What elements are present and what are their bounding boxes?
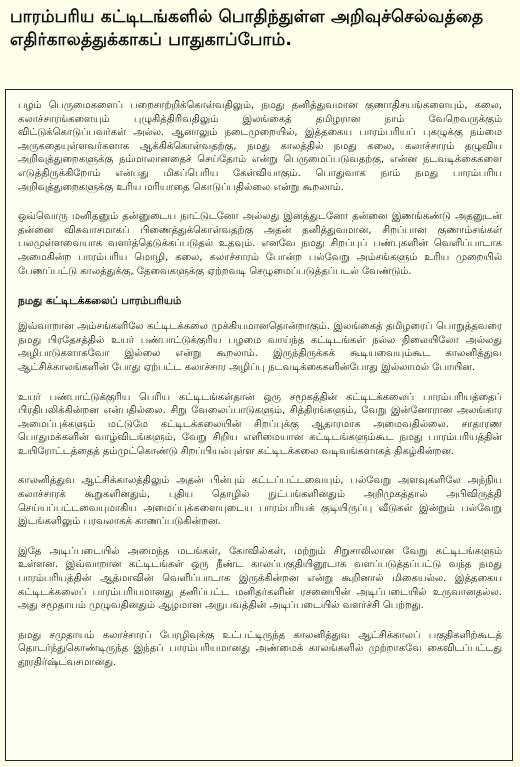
section-paragraph: இவ்வாறான அம்சங்களிலே கட்டிடக்கலை முக்கியமானதொன்றாகும். இலங்கைத் தமிழரைப் பொறுத்தவரை நமது பிரதேசத்தில் உயர் பண்பாட்டுக்குரிய பழமை வாய்ந்த கட்டிடங்கள் நல்ல நிலையிலோ அல்லது அழிபாடுகளாகவோ இல்லை என்று கூறலாம். இருந்திருக்கக் கூடியவையும்கூட காலனித்துவ ஆட்சிக்காலங்களின் போது ஏற்பட்ட கலாச்சார அழிப்பு நடவடிக்கைகளின்போது இல்லாமல் போயின.: [18, 321, 502, 373]
article-frame: [5, 89, 513, 761]
section-paragraph: இதே அடிப்படையில் அமைந்த மடங்கள், கோவில்கள், மற்றும் சிறுசாலிலான வேறு கட்டிடங்களும் உள்ளன. இவ்வாறான கட்டிடங்கள் ஒரு நீண்ட காலப்பகுதியினூடாக வளப்படுத்தப்பட்டு வந்த நமது பாரம்பரியத்தின் ஆத்மாவின் வெளிப்பாடாக இருக்கின்றன என்று கூறினால் மிகையல்ல. இத்தகைய கட்டிடக்கலைப் பாரம்பரியமானது தனிப்பட்ட மனிதர்களின் ரசனையின் அடிப்படையில் உருவானதல்ல. அது சமூதாயம் முழுவதினதும் ஆழமான அநுபவத்தின் அடிப்படையில் வளர்ச்சி பெற்றது.: [18, 545, 502, 612]
section-heading: நமது கட்டிடக்கலைப் பாரம்பரியம்: [18, 295, 182, 308]
article-body: [18, 99, 502, 686]
section-paragraph: காலனித்துவ ஆட்சிக்காலத்திலும் அதன் பின்பும் கட்டப்பட்டவையும், பல்வேறு அளவுகளிலே அந்நிய கலாச்சாரக் கூறுகளினதும், புதிய தொழில் நுட்பங்களினதும் அறிமுகத்தால் அபிவிருத்தி செய்யப்பட்டவையுமாகிய அமைப்புக்களையுடைய பாரம்பரியக் குடியிருப்பு வீடுகள் இன்றும் பல்வேறு இடங்களிலும் பரவலாகக் காணப்படுகின்றன.: [18, 475, 502, 528]
document-title: பாரம்பரிய கட்டிடங்களில் பொதிந்துள்ள அறிவுச்செல்வத்தை எதிர்காலத்துக்காகப் பாதுகாப்போம்.: [10, 7, 484, 50]
intro-paragraph: பழம் பெருமைகளைப் பறைசாற்றிக்கொள்வதிலும், நமது தனித்துவமான குணாதிசயங்களையும், கலை, கலாச்சாரங்களையும் புழுகித்திரிவதிலும் இலங்கைத் தமிழரான நாம் வேறெவருக்கும் விட்டுக்கொடுப்பவர்கள் அல்ல. ஆனாலும் நடைமுறையில், இத்தகைய பாரம்பரியப் புகழுக்கு நம்மை அருகதையுள்ளவர்களாக ஆக்கிக்கொள்வதற்கு, நமது காலத்தில் நமது கலை, கலாச்சாரம் தழுவிய அறிவுத்துறைகளுக்கு நம்மாலானதைச் செய்தோம் என்று பெருமைப்படுவதற்கு, என்ன நடவடிக்கைகளை எடுத்திருக்கிறோம் என்பது மிகப்பெரிய கேள்வியாகும். பொதுவாக நாம் நமது பாரம்பரிய அறிவுத்துறைகளுக்கு உரிய மரியாதை கொடுப்பதில்லை என்று கூறலாம்.: [18, 100, 502, 193]
section-paragraph: நமது சமுதாயம் கலாச்சாரப் பேரழிவுக்கு உட்பட்டிருந்த காலனித்துவ ஆட்சிக்காலப் பகுதிகளிற்கூடத் தொடர்ந்துகொண்டிருந்த இந்தப் பாரம்பரியமானது அண்மைக் காலங்களில் முற்றாகவே கைவிடப்பட்டது தூரதிர்ஷ்டவசமானது.: [18, 629, 502, 668]
section-paragraph: உயர் பண்பாட்டுக்குரிய பெரிய கட்டிடங்கள்தான் ஒரு சமூகத்தின் கட்டிடக்கலைப் பாரம்பரியத்தைப் பிரதிபலிக்கின்றன என்பதில்லை. சிறு வேலைப்பாடுகளும், சித்திரங்களும், வேறு இன்னோரான அலங்கார அமைப்புக்களும் மட்டுமே கட்டிடக்கலையின் சிறப்புக்கு ஆதாரமாக அமைவதில்லை. சாதாரண பொதுமக்களின் வாழ்விடங்களும், வேறு சிறிய எளிமையான கட்டிடங்களும்கூட நமது பாரம்பரியத்தின் உயிரோட்டத்தைத் தம்முட்கொண்டு சிறப்பியல்புள்ள கட்டிடக்கலை வடிவங்களாகத் திகழ்கின்றன.: [18, 391, 502, 457]
intro-paragraph: ஒவ்வொரு மனிதனும் தன்னுடைய நாட்டுடனோ அல்லது இனத்துடனோ தன்னை இணங்கண்டு அதனுடன் தன்னை விசுவாசமாகப் பிணைத்துக்கொள்வதற்கு அதன் தனித்துவமான, சிறப்பான குணாம்சங்கள் பலமுள்ளவையாக வளர்த்தெடுக்கப்படுதல் உதவும். எனவே நமது சிறப்புப் பண்புகளின் வெளிப்பாடாக அமைகின்ற பாரம்பரிய மொழி, கலை, கலாச்சாரம் போன்ற பல்வேறு அம்சங்களும் உரிய முறையில் பேணப்பட்டு காலத்துக்கு, தேவைகளுக்கு ஏற்றவடி செழுமைப்படுத்தப்படல் வேண்டும்.: [18, 211, 502, 277]
